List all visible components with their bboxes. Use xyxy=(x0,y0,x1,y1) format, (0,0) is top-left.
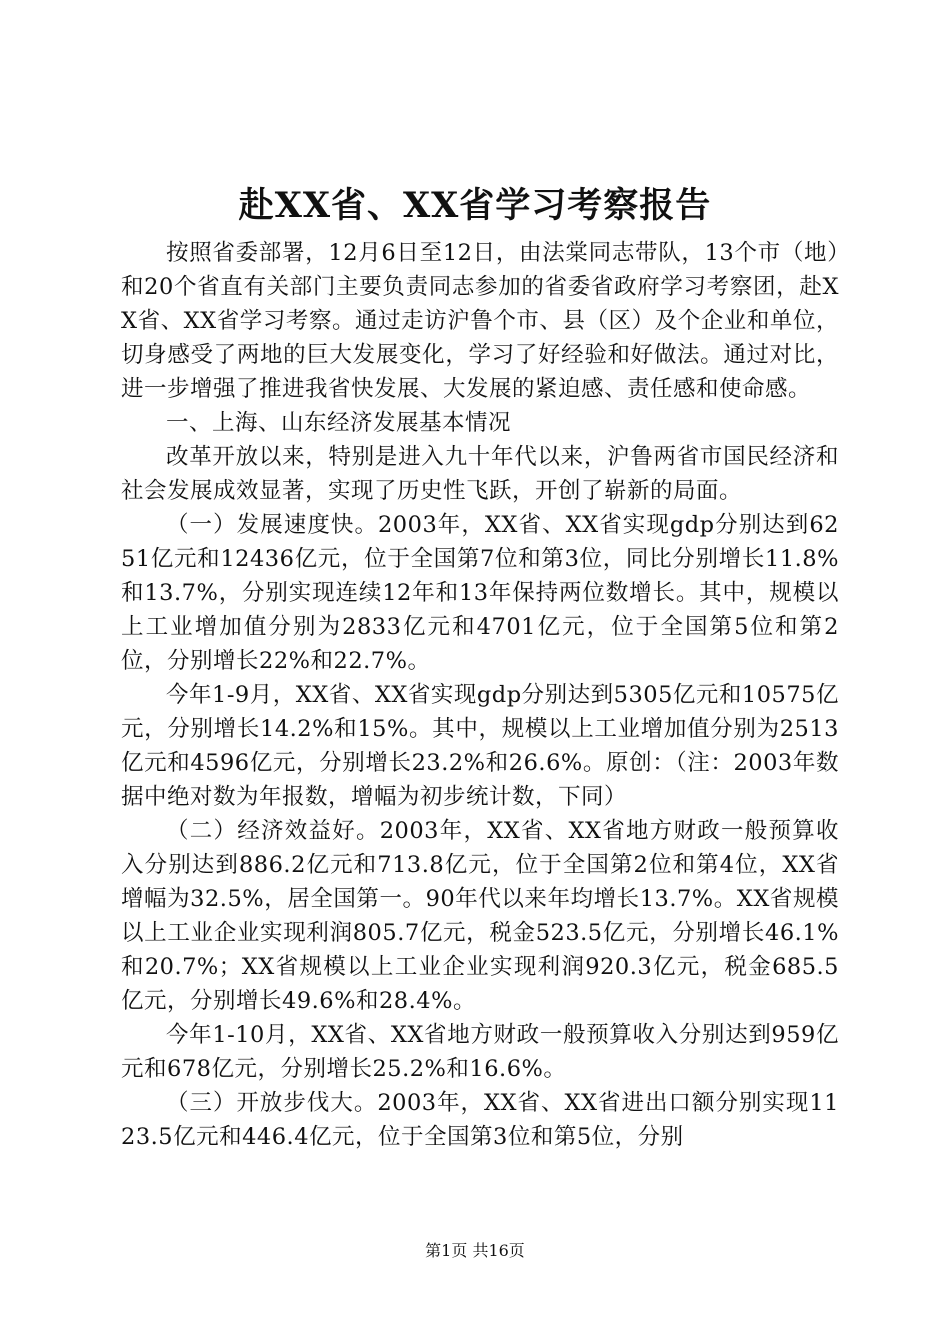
paragraph: 按照省委部署，12月6日至12日，由法棠同志带队，13个市（地）和20个省直有关部门主要负责同志参加的省委省政府学习考察团，赴XX省、XX省学习考察。通过走访沪鲁个市、县（区）及个企业和单位，切身感受了两地的巨大发展变化，学习了好经验和好做法。通过对比，进一步增强了推进我省快发展、大发展的紧迫感、责任感和使命感。 xyxy=(121,240,839,402)
paragraph: 今年1-10月，XX省、XX省地方财政一般预算收入分别达到959亿元和678亿元，分别增长25.2%和16.6%。 xyxy=(121,1022,839,1082)
section-heading: 一、上海、山东经济发展基本情况 xyxy=(166,410,512,436)
page-footer: 第1页 共16页 xyxy=(425,1241,525,1260)
paragraph: （三）开放步伐大。2003年，XX省、XX省进出口额分别实现1123.5亿元和446.4亿元，位于全国第3位和第5位，分别 xyxy=(121,1090,839,1150)
paragraph: 改革开放以来，特别是进入九十年代以来，沪鲁两省市国民经济和社会发展成效显著，实现了历史性飞跃，开创了崭新的局面。 xyxy=(121,444,839,504)
paragraph: （二）经济效益好。2003年，XX省、XX省地方财政一般预算收入分别达到886.2亿元和713.8亿元，位于全国第2位和第4位，XX省增幅为32.5%，居全国第一。90年代以来年均增长13.7%。XX省规模以上工业企业实现利润805.7亿元，税金523.5亿元，分别增长46.1%和20.7%；XX省规模以上工业企业实现利润920.3亿元，税金685.5亿元，分别增长49.6%和28.4%。 xyxy=(121,818,839,1014)
document-title: 赴XX省、XX省学习考察报告 xyxy=(238,185,712,226)
document-body xyxy=(121,236,839,1154)
paragraph: （一）发展速度快。2003年，XX省、XX省实现gdp分别达到6251亿元和12436亿元，位于全国第7位和第3位，同比分别增长11.8%和13.7%，分别实现连续12年和13年保持两位数增长。其中，规模以上工业增加值分别为2833亿元和4701亿元，位于全国第5位和第2位，分别增长22%和22.7%。 xyxy=(121,512,839,674)
paragraph: 今年1-9月，XX省、XX省实现gdp分别达到5305亿元和10575亿元，分别增长14.2%和15%。其中，规模以上工业增加值分别为2513亿元和4596亿元，分别增长23.2%和26.6%。原创：（注：2003年数据中绝对数为年报数，增幅为初步统计数，下同） xyxy=(121,682,839,810)
